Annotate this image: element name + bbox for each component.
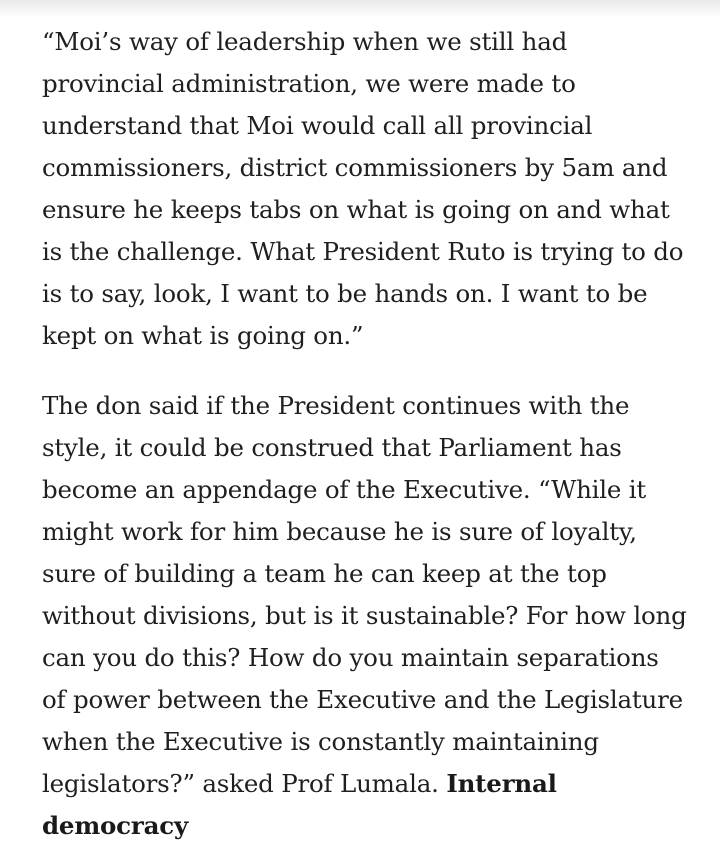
analysis-paragraph-text: The don said if the President continues with the style, it could be construed that Parliament has become an appendage of the Executive. “While it might work for him because he is sure of loyalty, sure of building a team he can keep at the top without divisions, but is it sustainable? For how long can you do this? How do you maintain separations of power between the Executive and the Legislature when the Executive is constantly maintaining legislators?” asked Prof Lumala.	[42, 391, 687, 798]
top-shadow	[0, 0, 720, 18]
section-subheading: Internal democracy	[42, 769, 557, 840]
article-body	[42, 21, 687, 844]
analysis-paragraph	[42, 385, 687, 844]
quote-paragraph: “Moi’s way of leadership when we still had provincial administration, we were made to understand that Moi would call all provincial commissioners, district commissioners by 5am and ensure he keeps tabs on what is going on and what is the challenge. What President Ruto is trying to do is to say, look, I want to be hands on. I want to be kept on what is going on.”	[42, 27, 684, 350]
